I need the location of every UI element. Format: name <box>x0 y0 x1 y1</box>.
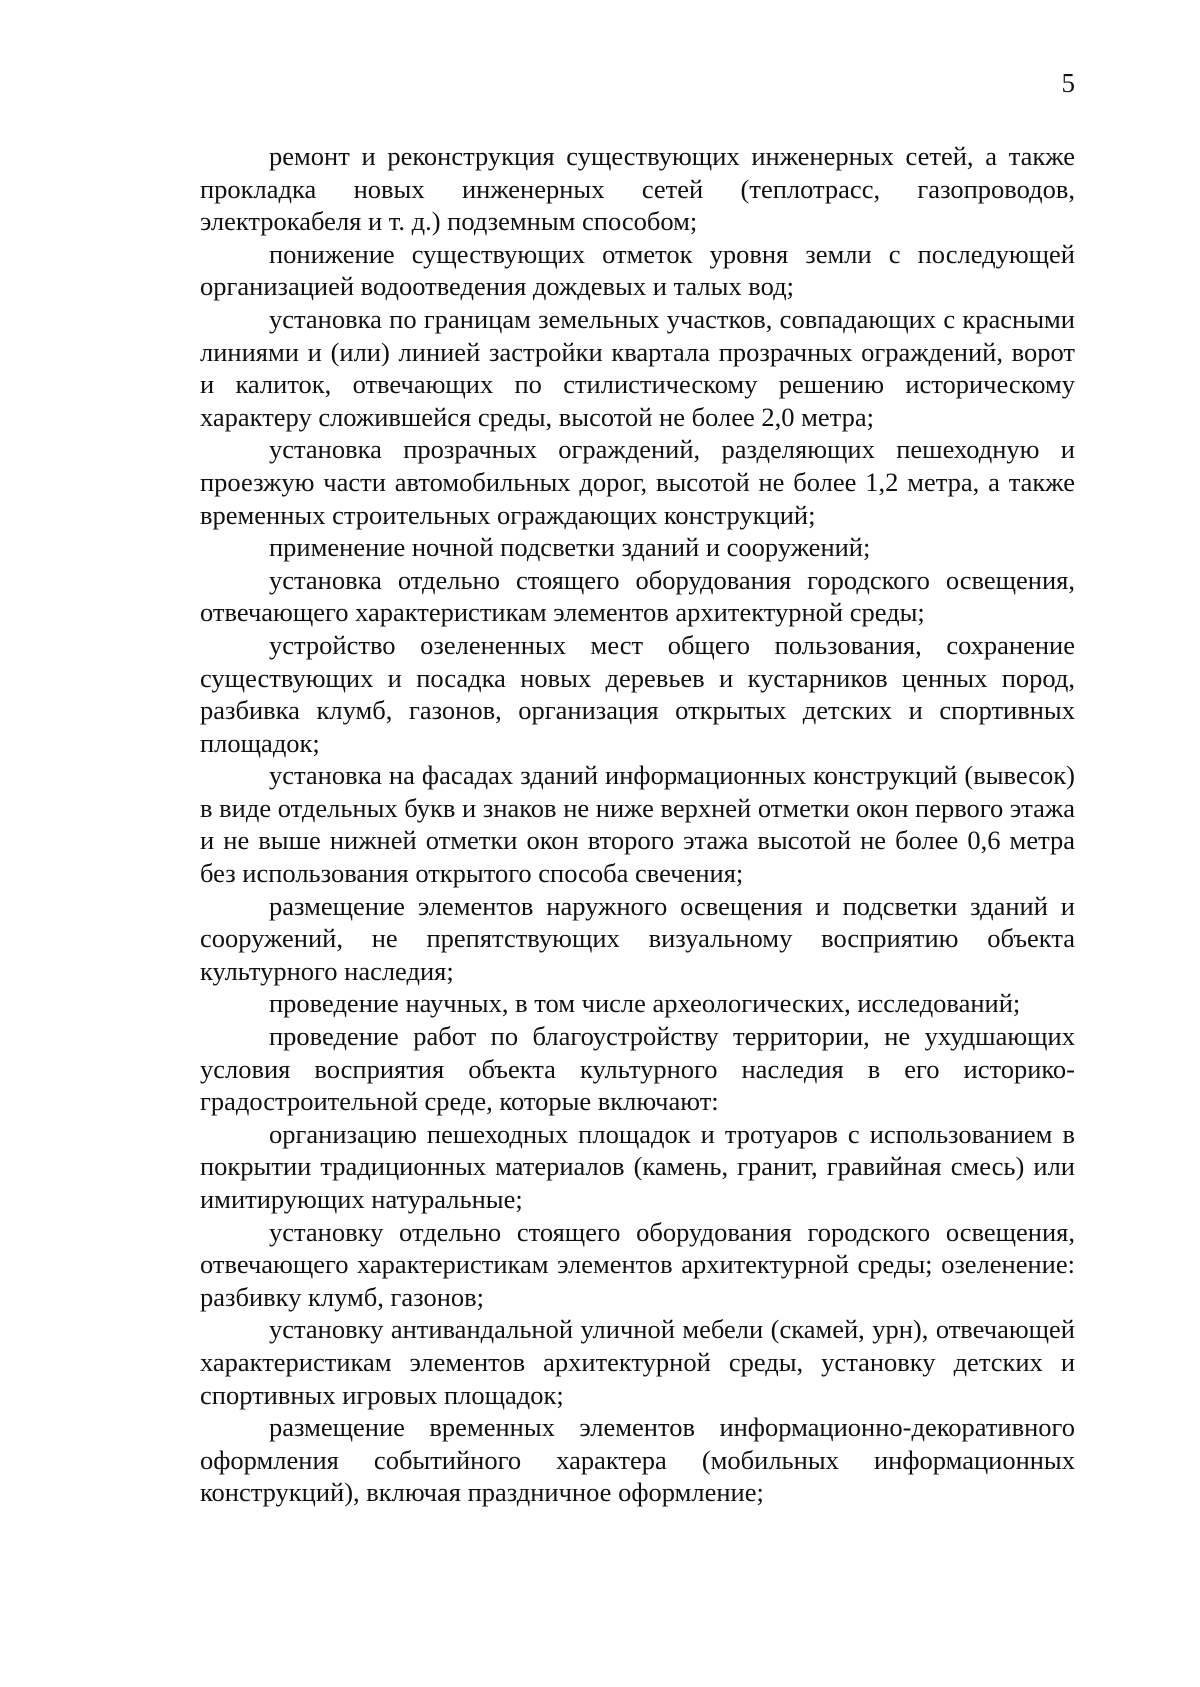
paragraph: установка по границам земельных участков, совпадающих с красными линиями и (или) линией застройки квартала прозрачных ограждений, ворот и калиток, отвечающих по стилистическому решению историческому характеру сложившейся среды, высотой не более 2,0 метра; <box>200 303 1075 432</box>
document-body <box>200 140 1075 1509</box>
paragraph: проведение научных, в том числе археологических, исследований; <box>269 988 1021 1019</box>
paragraph: проведение работ по благоустройству территории, не ухудшающих условия восприятия объекта культурного наследия в его историко-градостроительной среде, которые включают: <box>200 1021 1075 1117</box>
paragraph: установку антивандальной уличной мебели (скамей, урн), отвечающей характеристикам элементов архитектурной среды, установку детских и спортивных игровых площадок; <box>200 1314 1075 1410</box>
paragraph: установка прозрачных ограждений, разделяющих пешеходную и проезжую части автомобильных дорог, высотой не более 1,2 метра, а также временных строительных ограждающих конструкций; <box>200 434 1075 530</box>
paragraph: применение ночной подсветки зданий и сооружений; <box>269 532 871 563</box>
paragraph: установка на фасадах зданий информационных конструкций (вывесок) в виде отдельных букв и знаков не ниже верхней отметки окон первого этажа и не выше нижней отметки окон второго этажа высотой не более 0,6 метра без использования открытого способа свечения; <box>200 760 1075 889</box>
paragraph: установка отдельно стоящего оборудования городского освещения, отвечающего характеристикам элементов архитектурной среды; <box>200 564 1075 628</box>
paragraph: размещение элементов наружного освещения и подсветки зданий и сооружений, не препятствующих визуальному восприятию объекта культурного наследия; <box>200 890 1075 986</box>
paragraph: понижение существующих отметок уровня земли с последующей организацией водоотведения дождевых и талых вод; <box>200 238 1075 302</box>
paragraph: устройство озелененных мест общего пользования, сохранение существующих и посадка новых деревьев и кустарников ценных пород, разбивка клумб, газонов, организация открытых детских и спортивных площадок; <box>200 629 1075 758</box>
paragraph: ремонт и реконструкция существующих инженерных сетей, а также прокладка новых инженерных сетей (теплотрасс, газопроводов, электрокабеля и т. д.) подземным способом; <box>200 141 1075 237</box>
paragraph: размещение временных элементов информационно-декоративного оформления событийного характера (мобильных информационных конструкций), включая праздничное оформление; <box>200 1412 1075 1508</box>
page-number: 5 <box>1061 68 1075 98</box>
paragraph: установку отдельно стоящего оборудования городского освещения, отвечающего характеристикам элементов архитектурной среды; озеленение: разбивку клумб, газонов; <box>200 1216 1075 1312</box>
paragraph: организацию пешеходных площадок и тротуаров с использованием в покрытии традиционных материалов (камень, гранит, гравийная смесь) или имитирующих натуральные; <box>200 1118 1075 1214</box>
